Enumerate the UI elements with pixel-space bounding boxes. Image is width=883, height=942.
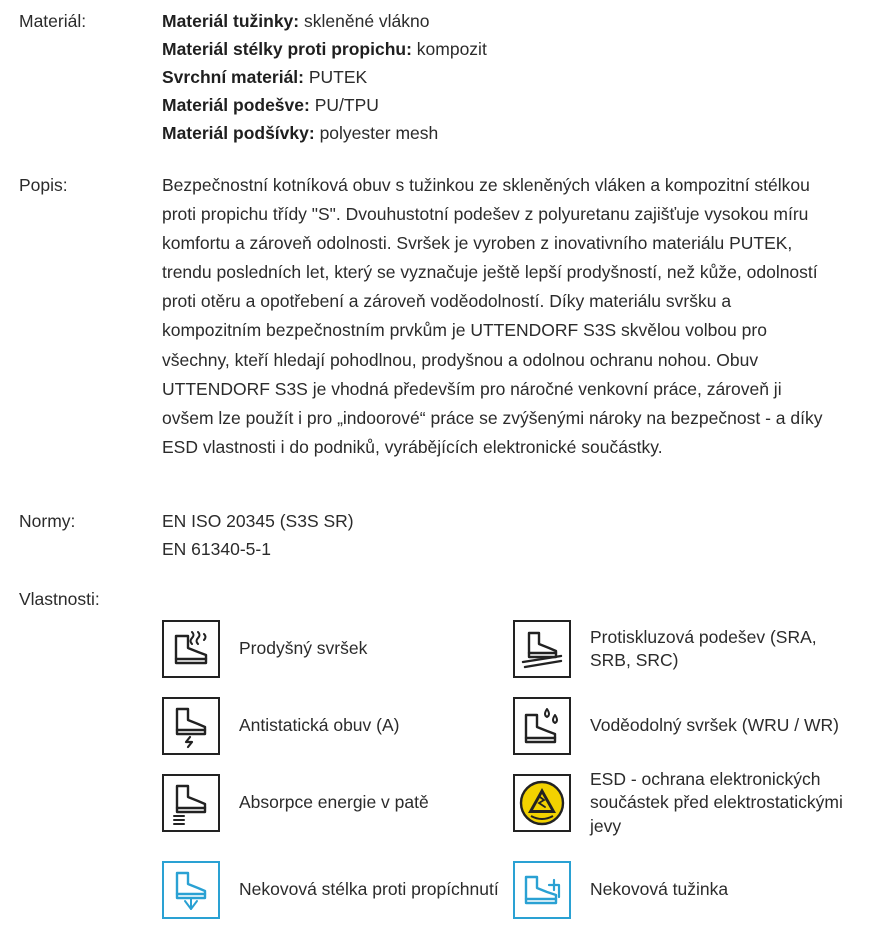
materials-label: Materiál: (19, 11, 87, 31)
esd-warning-icon (513, 774, 571, 832)
properties-label: Vlastnosti: (19, 589, 100, 609)
materials-list (162, 7, 487, 147)
material-item: Materiál stélky proti propichu: kompozit (162, 39, 487, 59)
property-item (162, 861, 502, 921)
material-item: Materiál podšívky: polyester mesh (162, 123, 439, 143)
property-text: Absorpce energie v patě (239, 792, 429, 813)
property-text: Prodyšný svršek (239, 638, 368, 659)
norms-label: Normy: (19, 511, 76, 531)
property-item (162, 620, 502, 680)
non-metal-insole-icon (162, 861, 220, 919)
property-item (513, 697, 853, 757)
property-text: Nekovová tužinka (590, 879, 729, 900)
norms-list (162, 507, 354, 563)
property-item (513, 861, 853, 921)
property-item (513, 620, 853, 680)
antistatic-shoe-icon (162, 697, 220, 755)
property-text: ESD - ochrana elektronických součástek před elektrostatickými jevy (590, 768, 843, 836)
property-item (162, 697, 502, 757)
material-item: Svrchní materiál: PUTEK (162, 67, 368, 87)
norm-item: EN 61340-5-1 (162, 539, 271, 559)
property-item (162, 774, 502, 834)
property-text: Voděodolný svršek (WRU / WR) (590, 715, 839, 736)
heel-energy-absorption-icon (162, 774, 220, 832)
material-item: Materiál podešve: PU/TPU (162, 95, 379, 115)
material-item: Materiál tužinky: skleněné vlákno (162, 11, 430, 31)
description-label: Popis: (19, 175, 68, 195)
property-item (513, 768, 873, 836)
property-text: Antistatická obuv (A) (239, 715, 400, 736)
breathable-upper-icon (162, 620, 220, 678)
norm-item: EN ISO 20345 (S3S SR) (162, 511, 354, 531)
non-metal-toecap-icon (513, 861, 571, 919)
description-text: Bezpečnostní kotníková obuv s tužinkou ze skleněných vláken a kompozitní stélkou proti propichu třídy "S". Dvouhustotní podešev z polyuretanu zajišťuje vysokou míru komfortu a zároveň odolnosti. Svršek je vyroben z inovativního materiálu PUTEK, trendu posledních let, který se vyznačuje ještě lepší prodyšností, než kůže, odolností proti otěru a opotřebení a zároveň voděodolností. Díky materiálu svršku a kompozitním bezpečnostním prvkům je UTTENDORF S3S skvělou volbou pro všechny, kteří hledají pohodlnou, prodyšnou a odolnou ochranu nohou. Obuv UTTENDORF S3S je vhodná především pro náročné venkovní práce, zároveň ji ovšem lze použít i pro „indoorové“ práce se zvýšenými nároky na bezpečnost - a díky ESD vlastnosti i do podniků, vyrábějících elektronické součástky. (162, 175, 823, 457)
property-text: Protiskluzová podešev (SRA, SRB, SRC) (590, 626, 817, 670)
antislip-sole-icon (513, 620, 571, 678)
waterproof-upper-icon (513, 697, 571, 755)
property-text: Nekovová stélka proti propíchnutí (239, 879, 499, 900)
